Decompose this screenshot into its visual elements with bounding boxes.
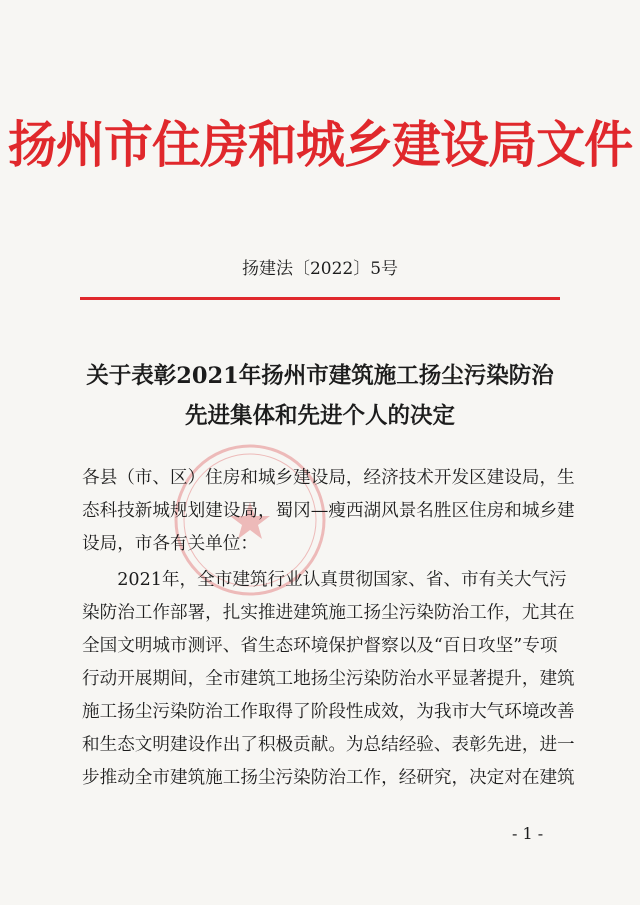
body-line: 设局，市各有关单位： — [82, 534, 258, 554]
body-line: 施工扬尘污染防治工作取得了阶段性成效，为我市大气环境改善 — [82, 702, 575, 722]
body-line: 态科技新城规划建设局，蜀冈—瘦西湖风景名胜区住房和城乡建 — [82, 501, 575, 521]
body-line: 2021年，全市建筑行业认真贯彻国家、省、市有关大气污 — [82, 570, 567, 590]
body-line: 各县（市、区）住房和城乡建设局，经济技术开发区建设局，生 — [82, 468, 575, 488]
body-line: 行动开展期间，全市建筑工地扬尘污染防治水平显著提升，建筑 — [82, 669, 575, 689]
red-divider-line — [80, 297, 560, 300]
document-title-line-2: 先进集体和先进个人的决定 — [184, 403, 455, 429]
body-line: 染防治工作部署，扎实推进建筑施工扬尘污染防治工作，尤其在 — [82, 603, 575, 623]
body-line: 和生态文明建设作出了积极贡献。为总结经验、表彰先进，进一 — [82, 735, 575, 755]
document-title-line-1: 关于表彰2021年扬州市建筑施工扬尘污染防治 — [86, 363, 554, 389]
document-number: 扬建法〔2022〕5号 — [241, 259, 399, 279]
body-line: 全国文明城市测评、省生态环境保护督察以及“百日攻坚”专项 — [82, 636, 558, 656]
body-line: 步推动全市建筑施工扬尘污染防治工作，经研究，决定对在建筑 — [82, 768, 575, 788]
page-number: - 1 - — [512, 824, 544, 843]
agency-header-title: 扬州市住房和城乡建设局文件 — [7, 115, 633, 174]
